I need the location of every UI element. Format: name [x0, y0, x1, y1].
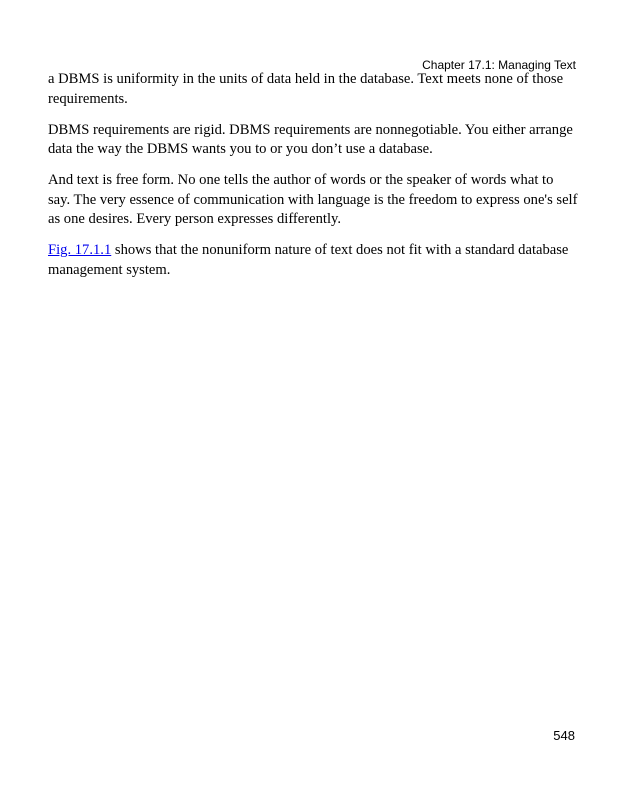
paragraph-text: shows that the nonuniform nature of text does not fit with a standard database management system. — [48, 242, 569, 278]
paragraph — [48, 241, 578, 280]
paragraph: And text is free form. No one tells the author of words or the speaker of words what to say. The very essence of communication with language is the freedom to express one's self as one desires. Every person expresses differently. — [48, 172, 578, 227]
figure-link[interactable]: Fig. 17.1.1 — [48, 242, 112, 258]
page-number: 548 — [553, 728, 575, 743]
paragraph: DBMS requirements are rigid. DBMS requirements are nonnegotiable. You either arrange data the way the DBMS wants you to or you don’t use a database. — [48, 121, 573, 157]
paragraph: a DBMS is uniformity in the units of data held in the database. Text meets none of those requirements. — [48, 71, 564, 107]
running-header: Chapter 17.1: Managing Text — [422, 58, 576, 72]
body-text — [48, 70, 578, 292]
